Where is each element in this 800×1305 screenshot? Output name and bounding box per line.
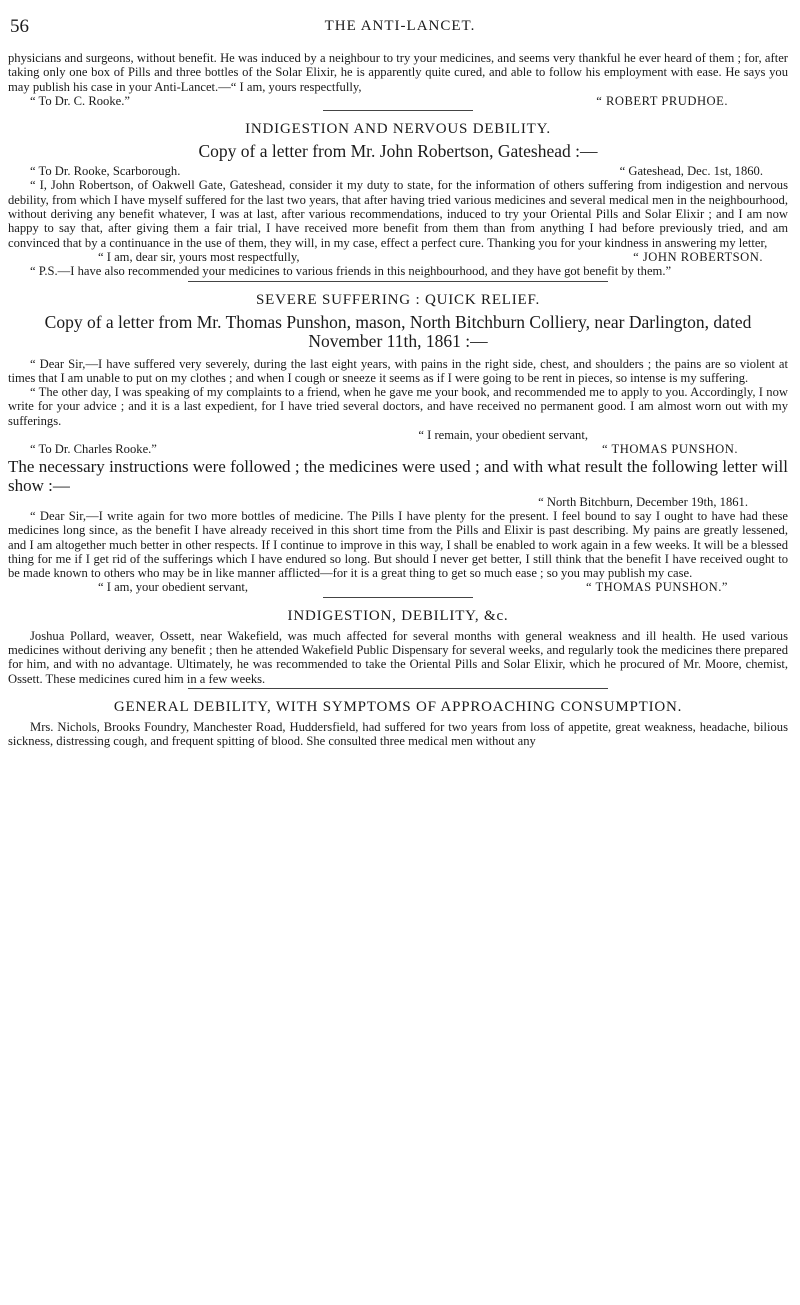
section-heading-indigestion-debility: INDIGESTION, DEBILITY, &c. — [287, 607, 509, 624]
prudhoe-signature: “ ROBERT PRUDHOE. — [596, 93, 728, 108]
punshon-signoff — [8, 442, 788, 456]
robertson-to: “ To Dr. Rooke, Scarborough. — [30, 164, 181, 179]
punshon-signature-2: “ THOMAS PUNSHON.” — [585, 580, 728, 595]
robertson-subheading: Copy of a letter from Mr. John Robertson, Gateshead :— — [198, 141, 598, 162]
robertson-postscript: “ P.S.—I have also recommended your medicines to various friends in this neighbourhood, and they have got benefit by them.” — [30, 264, 672, 279]
punshon-closing-2 — [8, 580, 788, 594]
nichols-body: Mrs. Nichols, Brooks Foundry, Manchester Road, Huddersfield, had suffered for two years from loss of appetite, great weakness, headache, bilious sickness, distressing cough, and frequent spitting of blood. She consulted three medical men without any — [8, 719, 788, 749]
punshon-signature: “ THOMAS PUNSHON. — [602, 442, 738, 457]
section-heading-severe-suffering: SEVERE SUFFERING : QUICK RELIEF. — [256, 291, 540, 308]
section-heading-indigestion-nervous: INDIGESTION AND NERVOUS DEBILITY. — [245, 121, 551, 138]
running-title: THE ANTI-LANCET. — [324, 18, 476, 34]
punshon-closing-2-text: “ I am, your obedient servant, — [98, 580, 249, 595]
section-divider — [188, 281, 608, 282]
prudhoe-signoff — [8, 94, 788, 108]
robertson-closing-text: “ I am, dear sir, yours most respectfully, — [98, 249, 300, 264]
section-divider — [188, 688, 608, 689]
section-divider — [323, 597, 473, 598]
punshon-body-2: “ The other day, I was speaking of my complaints to a friend, when he gave me your book, and recommended me to apply to you. Accordingly, I now write for your advice ; and it is a last expedient, for I have tried several doctors, and have received no permanent good. I am almost worn out with my sufferings. — [8, 385, 788, 428]
punshon-addressee: “ To Dr. Charles Rooke.” — [30, 442, 157, 457]
robertson-dateline: “ Gateshead, Dec. 1st, 1860. — [619, 164, 763, 179]
punshon-followup-intro: The necessary instructions were followed ; the medicines were used ; and with what result the following letter will show :— — [8, 456, 788, 495]
pollard-body: Joshua Pollard, weaver, Ossett, near Wakefield, was much affected for several months with general weakness and ill health. He used various medicines without deriving any benefit ; then he attended Wakefield Public Dispensary for several weeks, and regularly took the medicines there prepared for him, and with no advantage. Ultimately, he was recommended to take the Oriental Pills and Solar Elixir, which he procured of Mr. Moore, chemist, Ossett. These medicines cured him in a few weeks. — [8, 628, 788, 686]
punshon-body-3: “ Dear Sir,—I write again for two more bottles of medicine. The Pills I have plenty for the present. I feel bound to say I ought to have had these medicines long since, as the benefit I have already received in this short time from the Pills and Elixir is past describing. My pains are greatly lessened, and I am altogether much better in other respects. If I continue to improve in this way, I shall be enabled to work again in a few weeks. It will be a blessed thing for me if I get rid of the sufferings which I have endured so long. But should I never get better, I still think that the benefit I have received ought to be made known to others who may be in like manner afflicted—for it is a great thing to get so much ease ; so you may publish my case. — [8, 508, 788, 581]
robertson-salutation — [8, 164, 788, 178]
punshon-body-1: “ Dear Sir,—I have suffered very severely, during the last eight years, with pains in the right side, chest, and shoulders ; the pains are so violent at times that I am unable to put on my clothes ; and when I cough or sneeze it seems as if I were going to be rent in pieces, so intense is my suffering. — [8, 356, 788, 385]
robertson-signature: “ JOHN ROBERTSON. — [633, 249, 763, 264]
section-heading-general-debility: GENERAL DEBILITY, WITH SYMPTOMS OF APPROACHING CONSUMPTION. — [113, 698, 683, 715]
page-header — [0, 16, 800, 38]
robertson-closing — [8, 250, 788, 264]
robertson-body: “ I, John Robertson, of Oakwell Gate, Gateshead, consider it my duty to state, for the information of others suffering from indigestion and nervous debility, from which I have myself suffered for the last two years, that after having tried various medicines and several medical men in the neighbourhood, without deriving any benefit whatever, I was at last, after various recommendations, induced to try your Oriental Pills and Solar Elixir ; and I am now happy to say that, after giving them a fair trial, I have received more benefit from them than from anything I had before previously tried, and am convinced that by a continuance in the use of them, they will, in my case, effect a perfect cure. Thanking you for your kindness in answering my letter, — [8, 178, 788, 250]
page-number: 56 — [10, 16, 29, 37]
punshon-subheading: Copy of a letter from Mr. Thomas Punshon, mason, North Bitchburn Colliery, near Darlington, dated November 11th, 1861 :— — [44, 311, 752, 351]
section-divider — [323, 110, 473, 111]
prudhoe-addressee: “ To Dr. C. Rooke.” — [30, 93, 130, 108]
punshon-dateline-2: “ North Bitchburn, December 19th, 1861. — [538, 494, 748, 509]
prudhoe-paragraph: physicians and surgeons, without benefit. He was induced by a neighbour to try your medicines, and seems very thankful he ever heard of them ; for, after taking only one box of Pills and three bottles of the Solar Elixir, he is apparently quite cured, and able to follow his employment with ease. He says you may publish his case in your Anti-Lancet.—“ I am, yours respectfully, — [8, 51, 788, 94]
punshon-closing: “ I remain, your obedient servant, — [418, 428, 588, 443]
page-content — [8, 51, 788, 749]
